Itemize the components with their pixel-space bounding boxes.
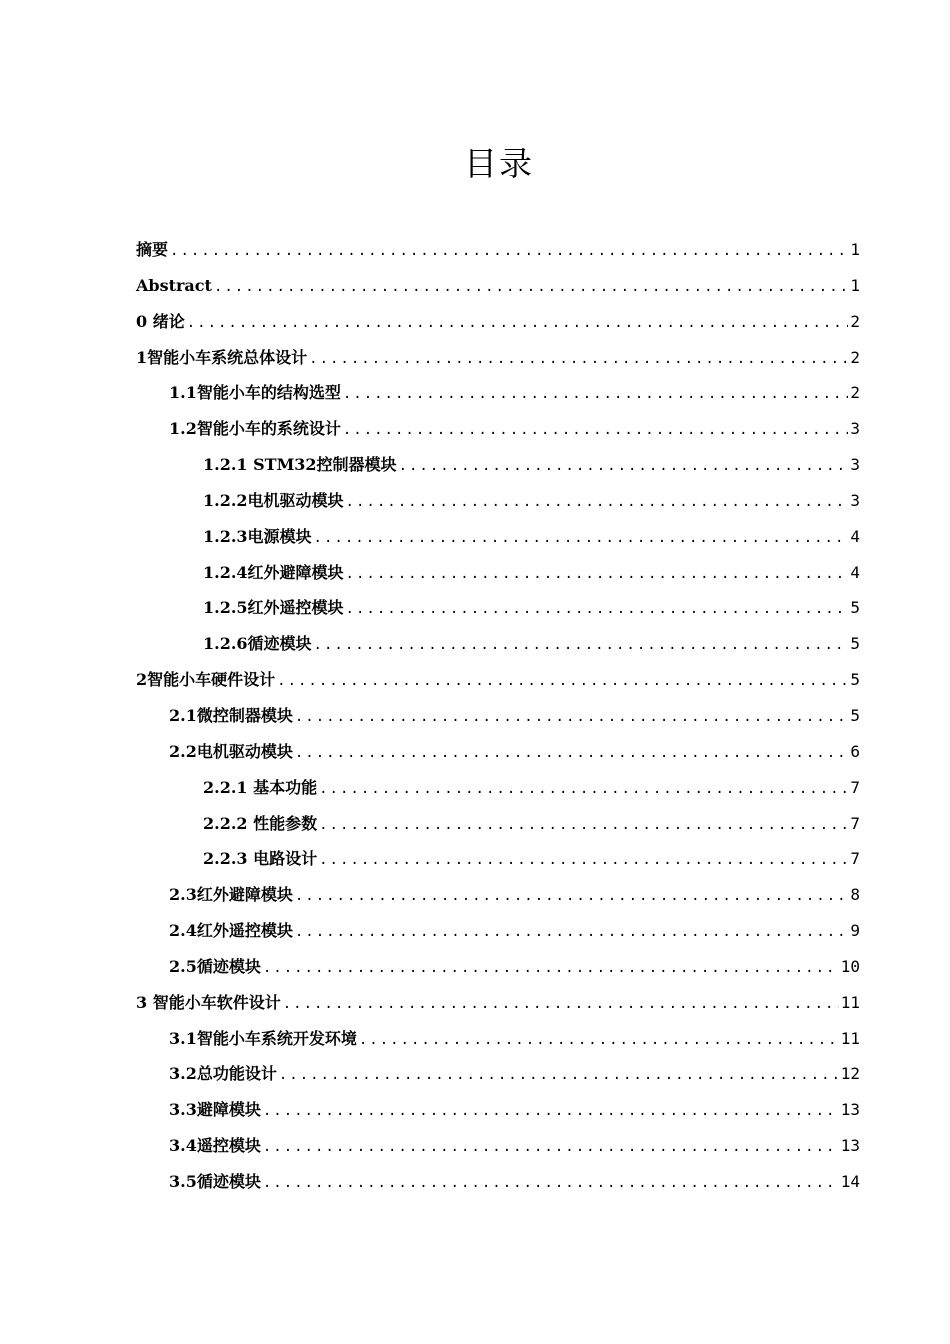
toc-dot-leader bbox=[170, 234, 848, 270]
toc-entry-page-number: 11 bbox=[840, 992, 860, 1012]
toc-entry-label: 2.4红外遥控模块 bbox=[169, 921, 293, 941]
toc-entry[interactable] bbox=[136, 1128, 860, 1164]
toc-dot-leader bbox=[309, 342, 848, 378]
toc-entry[interactable] bbox=[136, 555, 860, 591]
toc-entry-page-number: 13 bbox=[840, 1100, 860, 1120]
toc-entry-page-number: 2 bbox=[850, 311, 860, 331]
toc-dot-leader bbox=[263, 1166, 839, 1202]
toc-entry[interactable] bbox=[136, 841, 860, 877]
toc-entry-label: 1.1智能小车的结构选型 bbox=[169, 383, 341, 403]
toc-dot-leader bbox=[295, 736, 849, 772]
toc-entry-page-number: 5 bbox=[850, 705, 860, 725]
toc-entry-page-number: 4 bbox=[850, 562, 860, 582]
toc-entry-page-number: 5 bbox=[850, 634, 860, 654]
toc-entry[interactable] bbox=[136, 447, 860, 483]
toc-entry-label: 2.2.2 性能参数 bbox=[203, 813, 318, 833]
toc-entry-label: 2.2.1 基本功能 bbox=[203, 777, 318, 797]
page-title: 目录 bbox=[464, 144, 534, 183]
toc-entry-page-number: 5 bbox=[850, 670, 860, 690]
toc-entry-page-number: 7 bbox=[850, 849, 860, 869]
toc-entry[interactable] bbox=[136, 734, 860, 770]
toc-entry-page-number: 14 bbox=[840, 1171, 860, 1191]
toc-entry-page-number: 6 bbox=[850, 741, 860, 761]
toc-entry-page-number: 2 bbox=[850, 347, 860, 367]
toc-entry[interactable] bbox=[136, 626, 860, 662]
toc-dot-leader bbox=[319, 843, 848, 879]
toc-dot-leader bbox=[346, 557, 849, 593]
toc-entry-label: 1.2.2电机驱动模块 bbox=[203, 490, 344, 510]
toc-entry[interactable] bbox=[136, 985, 860, 1021]
toc-dot-leader bbox=[295, 700, 849, 736]
toc-entry-label: Abstract bbox=[136, 275, 212, 295]
toc-dot-leader bbox=[187, 306, 849, 342]
toc-entry-page-number: 2 bbox=[850, 383, 860, 403]
toc-entry[interactable] bbox=[136, 1056, 860, 1092]
toc-dot-leader bbox=[346, 592, 849, 628]
toc-entry-page-number: 3 bbox=[850, 419, 860, 439]
toc-entry-page-number: 10 bbox=[840, 956, 860, 976]
toc-dot-leader bbox=[279, 1058, 839, 1094]
toc-entry-label: 2.2电机驱动模块 bbox=[169, 741, 293, 761]
toc-dot-leader bbox=[263, 1094, 839, 1130]
toc-dot-leader bbox=[263, 951, 839, 987]
toc-entry-label: 3 智能小车软件设计 bbox=[136, 992, 281, 1012]
toc-entry[interactable] bbox=[136, 375, 860, 411]
toc-entry-page-number: 13 bbox=[840, 1136, 860, 1156]
toc-entry-label: 3.5循迹模块 bbox=[169, 1171, 261, 1191]
toc-dot-leader bbox=[214, 270, 848, 306]
toc-entry[interactable] bbox=[136, 1021, 860, 1057]
toc-entry-label: 2.5循迹模块 bbox=[169, 956, 261, 976]
toc-entry-label: 2智能小车硬件设计 bbox=[136, 670, 276, 690]
toc-dot-leader bbox=[319, 808, 848, 844]
toc-entry-label: 1.2智能小车的系统设计 bbox=[169, 419, 341, 439]
toc-entry[interactable] bbox=[136, 806, 860, 842]
toc-entry-page-number: 5 bbox=[850, 598, 860, 618]
toc-entry-label: 3.4遥控模块 bbox=[169, 1136, 261, 1156]
toc-entry-page-number: 3 bbox=[850, 490, 860, 510]
toc-entry-page-number: 1 bbox=[850, 275, 860, 295]
toc-dot-leader bbox=[319, 772, 848, 808]
toc-entry[interactable] bbox=[136, 1164, 860, 1200]
toc-entry-label: 3.1智能小车系统开发环境 bbox=[169, 1028, 357, 1048]
toc-dot-leader bbox=[314, 628, 849, 664]
toc-entry[interactable] bbox=[136, 770, 860, 806]
toc-dot-leader bbox=[359, 1023, 839, 1059]
toc-entry-page-number: 11 bbox=[840, 1028, 860, 1048]
table-of-contents bbox=[136, 232, 860, 1200]
toc-dot-leader bbox=[314, 521, 849, 557]
toc-dot-leader bbox=[263, 1130, 839, 1166]
toc-entry-label: 1.2.5红外遥控模块 bbox=[203, 598, 344, 618]
toc-entry-page-number: 3 bbox=[850, 455, 860, 475]
toc-entry-page-number: 1 bbox=[850, 240, 860, 259]
toc-entry[interactable] bbox=[136, 340, 860, 376]
toc-entry-page-number: 4 bbox=[850, 526, 860, 546]
toc-dot-leader bbox=[277, 664, 848, 700]
toc-entry-label: 3.3避障模块 bbox=[169, 1100, 261, 1120]
toc-entry[interactable] bbox=[136, 590, 860, 626]
toc-entry-page-number: 8 bbox=[850, 885, 860, 905]
toc-dot-leader bbox=[283, 987, 839, 1023]
toc-entry-label: 0 绪论 bbox=[136, 311, 185, 331]
toc-entry[interactable] bbox=[136, 662, 860, 698]
toc-entry-page-number: 7 bbox=[850, 777, 860, 797]
toc-entry-label: 2.3红外避障模块 bbox=[169, 885, 293, 905]
toc-entry[interactable] bbox=[136, 698, 860, 734]
toc-entry[interactable] bbox=[136, 232, 860, 268]
toc-dot-leader bbox=[399, 449, 849, 485]
toc-entry[interactable] bbox=[136, 304, 860, 340]
toc-entry-label: 2.2.3 电路设计 bbox=[203, 849, 318, 869]
toc-entry[interactable] bbox=[136, 268, 860, 304]
toc-entry-label: 3.2总功能设计 bbox=[169, 1064, 277, 1084]
toc-entry[interactable] bbox=[136, 877, 860, 913]
toc-entry-page-number: 9 bbox=[850, 921, 860, 941]
toc-entry-label: 1.2.6循迹模块 bbox=[203, 634, 312, 654]
toc-entry-label: 1.2.4红外避障模块 bbox=[203, 562, 344, 582]
toc-dot-leader bbox=[343, 377, 849, 413]
toc-entry[interactable] bbox=[136, 913, 860, 949]
toc-entry[interactable] bbox=[136, 411, 860, 447]
toc-entry-page-number: 7 bbox=[850, 813, 860, 833]
toc-entry-label: 2.1微控制器模块 bbox=[169, 705, 293, 725]
toc-dot-leader bbox=[295, 879, 849, 915]
toc-entry[interactable] bbox=[136, 519, 860, 555]
toc-entry-label: 1智能小车系统总体设计 bbox=[136, 347, 308, 367]
toc-dot-leader bbox=[343, 413, 849, 449]
toc-entry-label: 摘要 bbox=[136, 240, 169, 259]
toc-dot-leader bbox=[346, 485, 849, 521]
toc-entry-label: 1.2.1 STM32控制器模块 bbox=[203, 455, 397, 475]
toc-entry-label: 1.2.3电源模块 bbox=[203, 526, 312, 546]
toc-entry-page-number: 12 bbox=[840, 1064, 860, 1084]
toc-entry[interactable] bbox=[136, 483, 860, 519]
toc-entry[interactable] bbox=[136, 1092, 860, 1128]
toc-dot-leader bbox=[295, 915, 849, 951]
toc-entry[interactable] bbox=[136, 949, 860, 985]
